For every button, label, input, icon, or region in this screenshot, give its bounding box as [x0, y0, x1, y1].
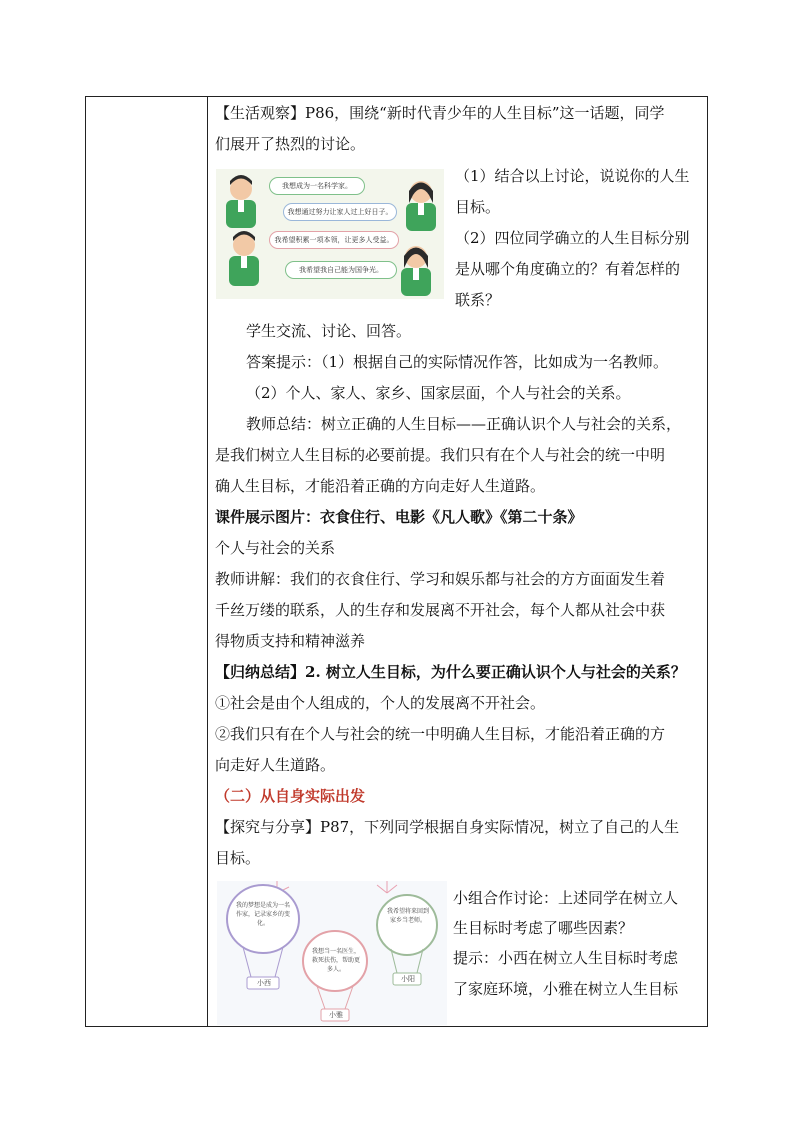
teacher-summary-2: 是我们树立人生目标的必要前提。我们只有在个人与社会的统一中明: [215, 446, 666, 464]
group-discussion-2: 生目标时考虑了哪些因素？: [453, 919, 634, 937]
speech-bubble-2: 我想通过努力让家人过上好日子。: [283, 203, 397, 221]
hint-line-2: 了家庭环境，小雅在树立人生目标: [453, 980, 679, 998]
answer-hint-1: 答案提示：（1）根据自己的实际情况作答，比如成为一名教师。: [246, 353, 669, 371]
hint-line-1: 提示：小西在树立人生目标时考虑: [453, 949, 679, 967]
balloon-text-2: 我想当一名医生，救死扶伤，帮助更多人。: [311, 948, 360, 973]
question-2-line-1: （2）四位同学确立的人生目标分别: [455, 229, 690, 247]
content-table: [85, 96, 708, 1027]
question-1-line-1: （1）结合以上讨论，说说你的人生: [455, 167, 690, 185]
question-2-line-3: 联系？: [455, 291, 501, 309]
observation-line-2: 们展开了热烈的讨论。: [215, 135, 366, 153]
teacher-summary-1: 教师总结：树立正确的人生目标——正确认识个人与社会的关系，: [246, 415, 682, 433]
explore-share-1: 【探究与分享】P87，下列同学根据自身实际情况，树立了自己的人生: [215, 818, 680, 836]
student-activity: 学生交流、讨论、回答。: [246, 322, 412, 340]
conclusion-point-1: ①社会是由个人组成的，个人的发展离不开社会。: [215, 694, 546, 712]
speech-bubble-3: 我希望积累一项本领，让更多人受益。: [269, 231, 399, 249]
balloon-name-2: 小雅: [329, 1011, 343, 1019]
observation-line-1: 【生活观察】P86，围绕“新时代青少年的人生目标”这一话题，同学: [215, 104, 665, 122]
courseware-heading: 课件展示图片：衣食住行、电影《凡人歌》《第二十条》: [215, 508, 583, 526]
teacher-explain-1: 教师讲解：我们的衣食住行、学习和娱乐都与社会的方方面面发生着: [215, 570, 666, 588]
answer-hint-2: （2）个人、家人、家乡、国家层面，个人与社会的关系。: [246, 384, 631, 402]
question-2-line-2: 是从哪个角度确立的？有着怎样的: [455, 260, 681, 278]
section-subtitle: 个人与社会的关系: [215, 539, 336, 557]
student-boy-icon: [229, 231, 259, 286]
conclusion-point-2a: ②我们只有在个人与社会的统一中明确人生目标，才能沿着正确的方: [215, 725, 666, 743]
balloon-name-3: 小阳: [401, 975, 415, 983]
conclusion-point-2b: 向走好人生道路。: [215, 756, 336, 774]
teacher-explain-2: 千丝万缕的联系，人的生存和发展离不开社会，每个人都从社会中获: [215, 601, 666, 619]
balloon-name-1: 小西: [257, 979, 271, 987]
conclusion-heading: 【归纳总结】2. 树立人生目标，为什么要正确认识个人与社会的关系？: [215, 663, 686, 681]
balloon-text-1: 我的梦想是成为一名作家，记录家乡的变化。: [235, 902, 290, 927]
speech-bubble-4: 我希望我自己能为国争光。: [285, 261, 397, 279]
question-1-line-2: 目标。: [455, 198, 501, 216]
column-divider: [207, 97, 208, 1026]
teacher-explain-3: 得物质支持和精神滋养: [215, 632, 366, 650]
explore-share-2: 目标。: [215, 849, 261, 867]
section-heading-2: （二）从自身实际出发: [215, 787, 366, 805]
speech-bubble-1: 我想成为一名科学家。: [269, 177, 365, 195]
student-boy-icon: [226, 175, 256, 228]
balloon-text-3: 我希望将来回到家乡当老师。: [386, 908, 429, 924]
group-discussion-1: 小组合作讨论：上述同学在树立人: [453, 889, 679, 907]
teacher-summary-3: 确人生目标，才能沿着正确的方向走好人生道路。: [215, 477, 546, 495]
